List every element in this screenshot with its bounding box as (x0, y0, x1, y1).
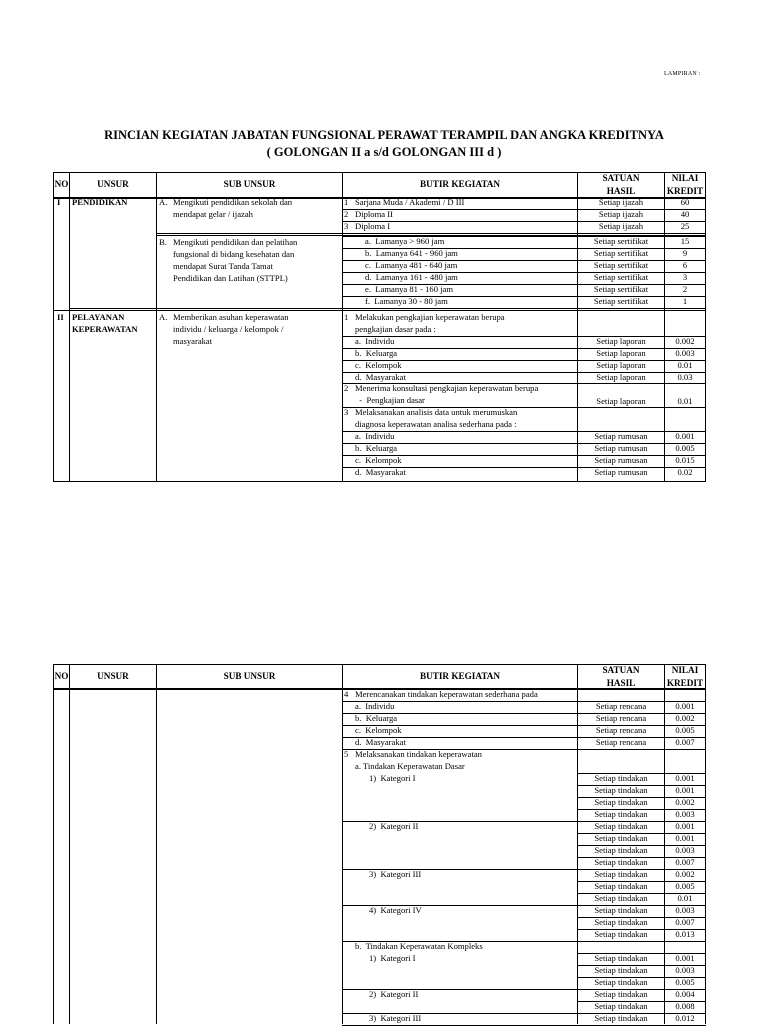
sub-item-text: d. Masyarakat (355, 737, 406, 747)
category-label: 3) Kategori III (369, 1013, 422, 1023)
satuan-cell: Setiap tindakan (594, 893, 648, 903)
item-num: 1 (344, 312, 349, 322)
sub-unsur-a-line: individu / keluarga / kelompok / (173, 324, 284, 334)
header-nilai-line1: NILAI (671, 665, 699, 675)
credit-table-2 (53, 664, 706, 1024)
nilai-cell: 6 (682, 260, 688, 270)
nilai-cell: 0.002 (675, 869, 695, 879)
satuan-cell: Setiap tindakan (594, 821, 648, 831)
sub-item-text: d. Masyarakat (355, 372, 406, 382)
header-satuan-line2: HASIL (606, 677, 636, 688)
satuan-cell: Setiap tindakan (594, 809, 648, 819)
nilai-cell: 0.001 (675, 773, 695, 783)
nilai-cell: 0.015 (675, 455, 695, 465)
satuan-cell: Setiap tindakan (594, 953, 648, 963)
satuan-cell: Setiap rumusan (594, 467, 648, 477)
header-satuan-line1: SATUAN (602, 173, 640, 183)
document-subtitle: ( GOLONGAN II a s/d GOLONGAN III d ) (266, 145, 502, 159)
satuan-cell: Setiap rencana (595, 713, 647, 723)
sub-unsur-b-line: Mengikuti pendidikan dan pelatihan (173, 237, 298, 247)
satuan-cell: Setiap ijazah (598, 209, 644, 219)
satuan-cell: Setiap tindakan (594, 857, 648, 867)
nilai-cell: 2 (682, 284, 688, 294)
satuan-cell: Setiap tindakan (594, 797, 648, 807)
nilai-cell: 0.005 (675, 881, 695, 891)
satuan-cell: Setiap sertifikat (593, 272, 649, 282)
sub-item-text: b. Keluarga (355, 348, 398, 358)
header-sub-unsur: SUB UNSUR (223, 671, 276, 681)
header-nilai-line2: KREDIT (666, 185, 704, 196)
item-num: 2 (344, 209, 349, 219)
category-label: 2) Kategori II (369, 821, 419, 831)
nilai-cell: 0.007 (675, 857, 695, 867)
nilai-cell: 0.007 (675, 917, 695, 927)
item-line: pengkajian dasar pada : (355, 324, 436, 334)
sub-item-text: c. Kelompok (355, 360, 402, 370)
satuan-cell: Setiap tindakan (594, 905, 648, 915)
satuan-cell: Setiap rumusan (594, 455, 648, 465)
nilai-cell: 0.001 (675, 431, 695, 441)
nilai-cell: 0.003 (675, 809, 695, 819)
nilai-cell: 0.004 (675, 989, 695, 999)
sub-unsur-a-line: Mengikuti pendidikan sekolah dan (173, 197, 293, 207)
nilai-cell: 0.002 (675, 336, 695, 346)
item-text: Sarjana Muda / Akademi / D III (355, 197, 465, 207)
nilai-cell: 0.005 (675, 443, 695, 453)
sub-item-text: b. Lamanya 641 - 960 jam (365, 248, 458, 258)
sub-item-text: e. Lamanya 81 - 160 jam (365, 284, 454, 294)
sub-item-text: a. Individu (355, 336, 395, 346)
header-satuan-line2: HASIL (606, 185, 636, 196)
unsur-line: KEPERAWATAN (72, 324, 138, 334)
category-label: 2) Kategori II (369, 989, 419, 999)
header-satuan-hasil (577, 172, 665, 197)
satuan-cell: Setiap tindakan (594, 929, 648, 939)
item-num: 2 (344, 383, 349, 393)
nilai-cell: 0.001 (675, 785, 695, 795)
satuan-cell: Setiap tindakan (594, 1001, 648, 1011)
satuan-cell: Setiap tindakan (594, 1013, 648, 1023)
nilai-cell: 0.03 (677, 372, 693, 382)
header-butir-kegiatan: BUTIR KEGIATAN (419, 671, 501, 681)
nilai-cell: 0.003 (675, 348, 695, 358)
nilai-cell: 0.02 (677, 467, 693, 477)
header-butir-kegiatan: BUTIR KEGIATAN (419, 179, 501, 189)
satuan-cell: Setiap tindakan (594, 785, 648, 795)
sub-unsur-a-text (173, 311, 289, 347)
nilai-cell: 15 (680, 236, 690, 246)
sub-item-text: c. Kelompok (355, 455, 402, 465)
item-num: 3 (344, 407, 349, 417)
unsur-pendidikan: PENDIDIKAN (72, 197, 128, 207)
item-text: Merencanakan tindakan keperawatan sederhana pada (355, 689, 538, 699)
sub-item-text: d. Lamanya 161 - 480 jam (365, 272, 458, 282)
item-text: Diploma I (355, 221, 391, 231)
header-nilai-line1: NILAI (671, 173, 699, 183)
satuan-cell: Setiap tindakan (594, 965, 648, 975)
satuan-cell: Setiap laporan (596, 360, 646, 370)
category-label: 3) Kategori III (369, 869, 422, 879)
nilai-cell: 0.007 (675, 737, 695, 747)
satuan-cell: Setiap tindakan (594, 869, 648, 879)
item-line: - Pengkajian dasar (355, 395, 425, 405)
satuan-cell: Setiap rumusan (594, 443, 648, 453)
sub-item-text: c. Kelompok (355, 725, 402, 735)
satuan-cell: Setiap rencana (595, 725, 647, 735)
sub-item-text: b. Keluarga (355, 443, 398, 453)
nilai-cell: 40 (680, 209, 690, 219)
nilai-cell: 60 (680, 197, 690, 207)
nilai-cell: 0.001 (675, 833, 695, 843)
satuan-cell: Setiap tindakan (594, 989, 648, 999)
satuan-cell: Setiap tindakan (594, 977, 648, 987)
sub-item-text: c. Lamanya 481 - 640 jam (365, 260, 458, 270)
nilai-cell: 25 (680, 221, 690, 231)
nilai-cell: 0.002 (675, 713, 695, 723)
header-unsur: UNSUR (97, 179, 129, 189)
header-sub-unsur: SUB UNSUR (223, 179, 276, 189)
nilai-cell: 1 (682, 296, 688, 306)
sub-unsur-b-letter: B. (159, 237, 167, 247)
nilai-cell: 0.001 (675, 701, 695, 711)
satuan-cell: Setiap tindakan (594, 917, 648, 927)
nilai-cell: 0.005 (675, 977, 695, 987)
nilai-cell: 0.01 (677, 396, 693, 406)
header-satuan-line1: SATUAN (602, 665, 640, 675)
item-line: Menerima konsultasi pengkajian keperawatan berupa (355, 383, 539, 393)
nilai-cell: 0.003 (675, 845, 695, 855)
credit-table-1 (53, 172, 706, 481)
sub-item-text: a. Lamanya > 960 jam (365, 236, 445, 246)
nilai-cell: 0.002 (675, 797, 695, 807)
item-text (355, 311, 505, 335)
satuan-cell: Setiap tindakan (594, 845, 648, 855)
satuan-cell: Setiap tindakan (594, 881, 648, 891)
sub-item-text: b. Tindakan Keperawatan Kompleks (355, 941, 483, 951)
item-num: 1 (344, 197, 349, 207)
satuan-cell: Setiap ijazah (598, 221, 644, 231)
header-nilai-kredit (664, 664, 706, 689)
item-text (355, 382, 538, 406)
satuan-cell: Setiap laporan (596, 336, 646, 346)
satuan-cell: Setiap sertifikat (593, 260, 649, 270)
satuan-cell: Setiap tindakan (594, 833, 648, 843)
satuan-cell: Setiap laporan (596, 372, 646, 382)
sub-item-text: b. Keluarga (355, 713, 398, 723)
item-num: 5 (344, 749, 349, 759)
row-no-ii: II (57, 312, 64, 322)
nilai-cell: 0.01 (677, 360, 693, 370)
unsur-pelayanan-keperawatan (72, 311, 138, 335)
nilai-cell: 0.001 (675, 821, 695, 831)
item-line: diagnosa keperawatan analisa sederhana pada : (355, 419, 517, 429)
category-label: 1) Kategori I (369, 953, 416, 963)
header-unsur: UNSUR (97, 671, 129, 681)
item-num: 3 (344, 221, 349, 231)
nilai-cell: 9 (682, 248, 688, 258)
item-text: Diploma II (355, 209, 393, 219)
row-no-i: I (57, 197, 61, 207)
satuan-cell: Setiap rencana (595, 701, 647, 711)
nilai-cell: 0.008 (675, 1001, 695, 1011)
nilai-cell: 3 (682, 272, 688, 282)
sub-unsur-b-line: mendapat Surat Tanda Tamat (173, 261, 273, 271)
category-label: 1) Kategori I (369, 773, 416, 783)
item-line: Melakukan pengkajian keperawatan berupa (355, 312, 505, 322)
sub-item-text: a. Individu (355, 431, 395, 441)
sub-unsur-b-line: fungsional di bidang kesehatan dan (173, 249, 295, 259)
header-nilai-kredit (664, 172, 706, 197)
sub-unsur-a-letter: A. (159, 197, 168, 207)
sub-unsur-a-letter: A. (159, 312, 168, 322)
item-text (355, 406, 517, 430)
item-num: 4 (344, 689, 349, 699)
sub-unsur-b-line: Pendidikan dan Latihan (STTPL) (173, 273, 288, 283)
unsur-line: PELAYANAN (72, 312, 125, 322)
category-label: 4) Kategori IV (369, 905, 422, 915)
satuan-cell: Setiap sertifikat (593, 236, 649, 246)
satuan-cell: Setiap tindakan (594, 773, 648, 783)
nilai-cell: 0.005 (675, 725, 695, 735)
item-line: Melaksanakan analisis data untuk merumuskan (355, 407, 518, 417)
satuan-cell: Setiap laporan (596, 348, 646, 358)
header-satuan-hasil (577, 664, 665, 689)
satuan-cell: Setiap sertifikat (593, 296, 649, 306)
satuan-cell: Setiap laporan (596, 396, 646, 406)
nilai-cell: 0.001 (675, 953, 695, 963)
sub-unsur-a-text (173, 196, 292, 220)
satuan-cell: Setiap sertifikat (593, 248, 649, 258)
header-no: NO (54, 671, 69, 681)
nilai-cell: 0.012 (675, 1013, 695, 1023)
header-no: NO (54, 179, 69, 189)
sub-unsur-b-text (173, 236, 297, 284)
satuan-cell: Setiap rencana (595, 737, 647, 747)
sub-item-text: d. Masyarakat (355, 467, 406, 477)
nilai-cell: 0.003 (675, 905, 695, 915)
satuan-cell: Setiap rumusan (594, 431, 648, 441)
header-nilai-line2: KREDIT (666, 677, 704, 688)
sub-item-text: a. Tindakan Keperawatan Dasar (355, 761, 465, 771)
document-title: RINCIAN KEGIATAN JABATAN FUNGSIONAL PERAWAT TERAMPIL DAN ANGKA KREDITNYA (104, 128, 664, 142)
sub-unsur-a-line: masyarakat (173, 336, 213, 346)
satuan-cell: Setiap ijazah (598, 197, 644, 207)
nilai-cell: 0.003 (675, 965, 695, 975)
satuan-cell: Setiap sertifikat (593, 284, 649, 294)
nilai-cell: 0.01 (677, 893, 693, 903)
sub-item-text: f. Lamanya 30 - 80 jam (365, 296, 448, 306)
nilai-cell: 0.013 (675, 929, 695, 939)
lampiran-label: LAMPIRAN : (664, 71, 701, 77)
sub-unsur-a-line: mendapat gelar / ijazah (173, 209, 253, 219)
sub-unsur-a-line: Memberikan asuhan keperawatan (173, 312, 289, 322)
sub-item-text: a. Individu (355, 701, 395, 711)
item-text: Melaksanakan tindakan keperawatan (355, 749, 482, 759)
